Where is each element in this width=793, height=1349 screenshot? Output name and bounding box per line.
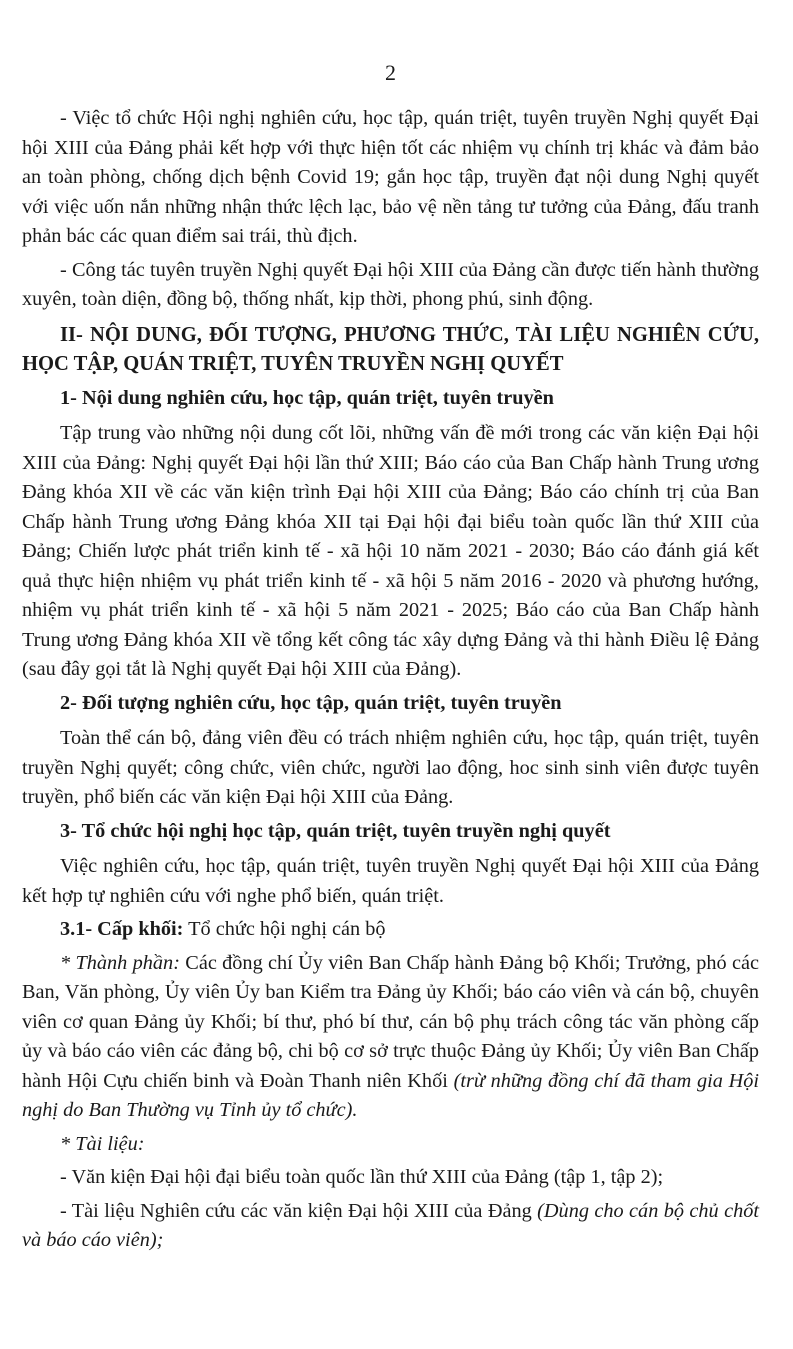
subheading-conference: 3- Tổ chức hội nghị học tập, quán triệt, tuyên truyền nghị quyết — [60, 819, 611, 842]
subheading-bloc-level — [22, 915, 759, 945]
participants-note: (trừ những đồng chí đã tham gia Hội nghị do Ban Thường vụ Tỉnh ủy tổ chức). — [22, 1069, 760, 1121]
material-item-research — [22, 1197, 759, 1256]
subheading-content: 1- Nội dung nghiên cứu, học tập, quán triệt, tuyên truyền — [60, 386, 554, 409]
participants-text: Các đồng chí Ủy viên Ban Chấp hành Đảng bộ Khối; Trưởng, phó các Ban, Văn phòng, Ủy viên Ủy ban Kiểm tra Đảng ủy Khối; báo cáo viên và cán bộ, chuyên viên cơ quan Đảng ủy Khối; bí thư, phó bí thư, cán bộ phụ trách công tác văn phòng cấp ủy và báo cáo viên các đảng bộ, chi bộ cơ sở trực thuộc Đảng ủy Khối; Ủy viên Ban Chấp hành Hội Cựu chiến binh và Đoàn Thanh niên Khối — [22, 951, 759, 1092]
paragraph-conference: Việc nghiên cứu, học tập, quán triệt, tuyên truyền Nghị quyết Đại hội XIII của Đảng kết hợp tự nghiên cứu với nghe phổ biến, quán triệt. — [22, 855, 759, 907]
material-item-documents: - Văn kiện Đại hội đại biểu toàn quốc lần thứ XIII của Đảng (tập 1, tập 2); — [60, 1166, 664, 1188]
research-note: (Dùng cho cán bộ chủ chốt và báo cáo viên); — [22, 1199, 759, 1251]
paragraph-propaganda-requirement: - Công tác tuyên truyền Nghị quyết Đại hội XIII của Đảng cần được tiến hành thường xuyên, toàn diện, đồng bộ, thống nhất, kịp thời, phong phú, sinh động. — [22, 258, 759, 310]
page-number: 2 — [385, 60, 396, 85]
paragraph-audience: Toàn thể cán bộ, đảng viên đều có trách nhiệm nghiên cứu, học tập, quán triệt, tuyên truyền Nghị quyết; công chức, viên chức, người lao động, hoc sinh sinh viên được tuyên truyền, phổ biến các văn kiện Đại hội XIII của Đảng. — [22, 727, 759, 808]
research-text: - Tài liệu Nghiên cứu các văn kiện Đại hội XIII của Đảng — [60, 1199, 538, 1222]
materials-label: * Tài liệu: — [60, 1132, 145, 1155]
bloc-level-label: 3.1- Cấp khối: — [60, 918, 184, 940]
participants-label: * Thành phần: — [60, 951, 180, 974]
subheading-audience: 2- Đối tượng nghiên cứu, học tập, quán triệt, tuyên truyền — [60, 691, 562, 714]
section-heading-content: II- NỘI DUNG, ĐỐI TƯỢNG, PHƯƠNG THỨC, TÀI LIỆU NGHIÊN CỨU, HỌC TẬP, QUÁN TRIỆT, TUYÊN TRUYỀN NGHỊ QUYẾT — [22, 323, 759, 375]
paragraph-content-focus: Tập trung vào những nội dung cốt lõi, những vấn đề mới trong các văn kiện Đại hội XIII của Đảng: Nghị quyết Đại hội lần thứ XIII; Báo cáo của Ban Chấp hành Trung ương Đảng khóa XII về các văn kiện trình Đại hội XIII của Đảng; Báo cáo chính trị của Ban Chấp hành Trung ương Đảng khóa XII tại Đại hội đại biểu toàn quốc lần thứ XIII của Đảng; Chiến lược phát triển kinh tế - xã hội 10 năm 2021 - 2030; Báo cáo đánh giá kết quả thực hiện nhiệm vụ phát triển kinh tế - xã hội 5 năm 2016 - 2020 và phương hướng, nhiệm vụ phát triển kinh tế - xã hội 5 năm 2021 - 2025; Báo cáo của Ban Chấp hành Trung ương Đảng khóa XII về tổng kết công tác xây dựng Đảng và thi hành Điều lệ Đảng (sau đây gọi tắt là Nghị quyết Đại hội XIII của Đảng). — [22, 422, 759, 680]
paragraph-organization-requirement: - Việc tổ chức Hội nghị nghiên cứu, học tập, quán triệt, tuyên truyền Nghị quyết Đại hội XIII của Đảng phải kết hợp với thực hiện tốt các nhiệm vụ chính trị khác và đảm bảo an toàn phòng, chống dịch bệnh Covid 19; gắn học tập, truyền đạt nội dung Nghị quyết với việc uốn nắn những nhận thức lệch lạc, bảo vệ nền tảng tư tưởng của Đảng, đấu tranh phản bác các quan điểm sai trái, thù địch. — [22, 107, 759, 247]
paragraph-participants — [22, 949, 759, 1126]
bloc-level-text: Tổ chức hội nghị cán bộ — [183, 918, 386, 940]
